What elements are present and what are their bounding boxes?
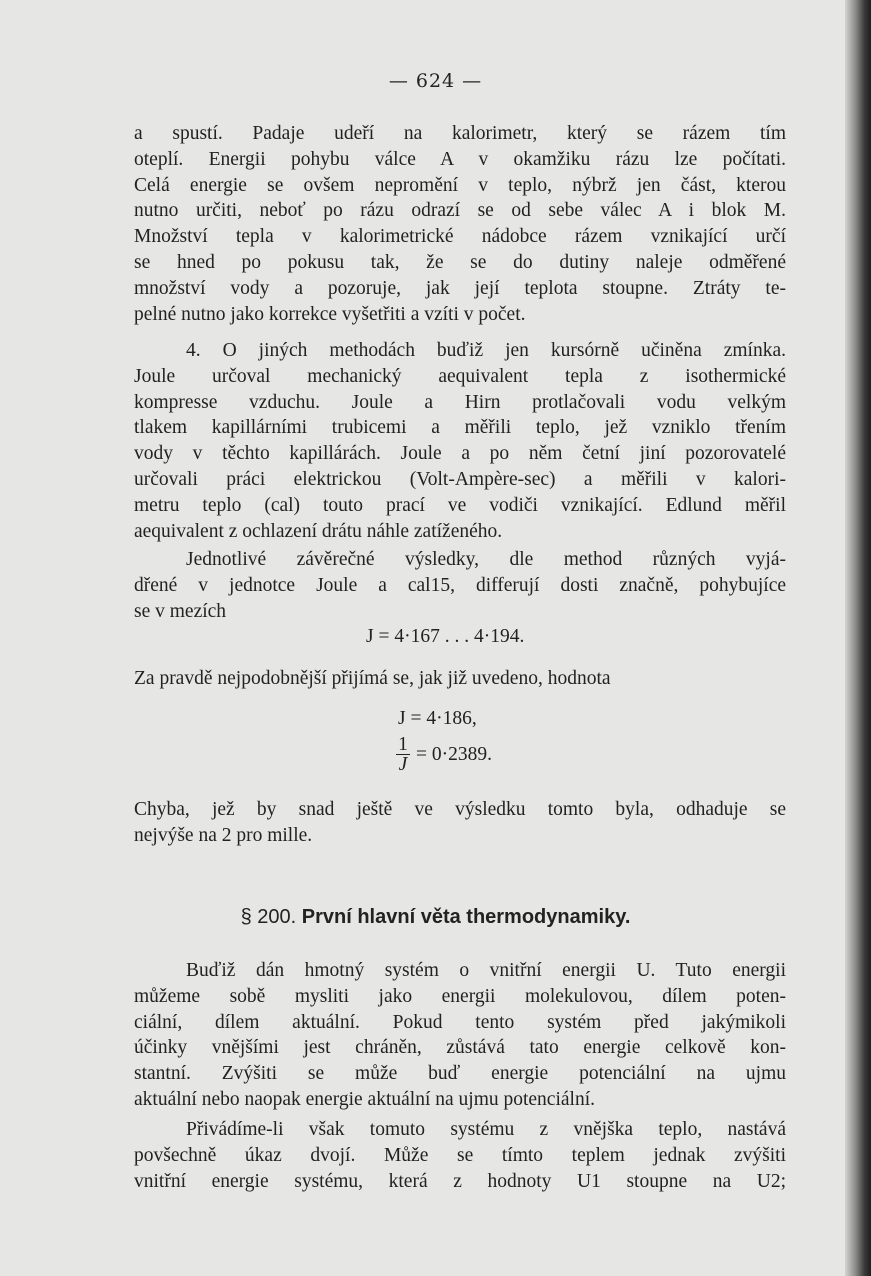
section-number: § 200. (240, 906, 297, 928)
text-line: Přivádíme-li však tomuto systému z vnějška teplo, nastává (186, 1119, 786, 1140)
text-line: určovali práci elektrickou (Volt-Ampère-sec) a měřili v kalori- (134, 468, 786, 490)
text-line: nutno určiti, neboť po rázu odrazí se od sebe válec A i blok M. (134, 200, 786, 222)
text-line: ciální, dílem aktuální. Pokud tento systém před jakýmikoli (134, 1011, 786, 1033)
text-line: pelné nutno jako korrekce vyšetřiti a vzíti v počet. (134, 303, 526, 325)
text-line: aktuální nebo naopak energie aktuální na ujmu potenciální. (134, 1088, 595, 1110)
text-line: Jednotlivé závěrečné výsledky, dle method různých vyjá- (186, 549, 786, 570)
text-line: množství vody a pozoruje, jak její teplota stoupne. Ztráty te- (134, 277, 786, 299)
page-edge-shadow (845, 0, 871, 1276)
text-line: a spustí. Padaje udeří na kalorimetr, který se rázem tím (134, 123, 786, 144)
section-heading (0, 906, 871, 929)
text-line: metru teplo (cal) touto prací ve vodiči vznikající. Edlund měřil (134, 494, 786, 516)
text-line: Za pravdě nejpodobnější přijímá se, jak již uvedeno, hodnota (134, 668, 611, 689)
page-number: — 624 — (388, 70, 483, 92)
text-line: dřené v jednotce Joule a cal15, differují dosti značně, pohybujíce (134, 574, 786, 596)
fraction (396, 736, 410, 775)
text-line: nejvýše na 2 pro mille. (134, 824, 313, 846)
text-line: Buďiž dán hmotný systém o vnitřní energii U. Tuto energii (186, 960, 786, 981)
fraction-denominator: J (398, 754, 408, 775)
text-line: Chyba, jež by snad ještě ve výsledku tomto byla, odhaduje se (134, 799, 786, 820)
text-line: stantní. Zvýšiti se může buď energie potenciální na ujmu (134, 1063, 786, 1085)
text-line: Množství tepla v kalorimetrické nádobce rázem vznikající určí (134, 226, 786, 248)
text-line: aequivalent z ochlazení drátu náhle zatíženého. (134, 520, 503, 542)
paragraph-4 (134, 666, 786, 692)
text-line: vnitřní energie systému, která z hodnoty U1 stoupne na U2; (134, 1170, 786, 1192)
text-line: 4. O jiných methodách buďiž jen kursórně učiněna zmínka. (186, 340, 786, 361)
text-line: účinky vnějšími jest chráněn, zůstává tato energie celkově kon- (134, 1037, 786, 1059)
text-line: můžeme sobě mysliti jako energii molekulovou, dílem poten- (134, 985, 786, 1007)
text-line: se hned po pokusu tak, že se do dutiny naleje odměřené (134, 251, 786, 273)
text-line: kompresse vzduchu. Joule a Hirn protlačovali vodu velkým (134, 391, 786, 413)
text-line: Celá energie se ovšem nepromění v teplo, nýbrž jen část, kterou (134, 174, 786, 196)
text-line: povšechně úkaz dvojí. Může se tímto teplem jednak zvýšiti (134, 1144, 786, 1166)
paragraph-7 (134, 1117, 786, 1194)
text-line: vody v těchto kapillárách. Joule a po něm četní jiní pozorovatelé (134, 443, 786, 465)
section-title: První hlavní věta thermodynamiky. (301, 906, 631, 928)
text-line: se v mezích (134, 600, 227, 622)
paragraph-6 (134, 958, 786, 1113)
formula-j-value: J = 4·186, (398, 708, 477, 729)
text-line: Joule určoval mechanický aequivalent tepla z isothermické (134, 365, 786, 387)
fraction-numerator: 1 (398, 734, 408, 755)
text-line: tlakem kapillárními trubicemi a měřili teplo, jež vzniklo třením (134, 417, 786, 439)
text-line: oteplí. Energii pohybu válce A v okamžiku rázu lze počítati. (134, 148, 786, 170)
paragraph-5 (134, 797, 786, 849)
paragraph-1 (134, 121, 786, 327)
fraction-result: = 0·2389. (416, 743, 492, 765)
paragraph-2 (134, 338, 786, 544)
formula-reciprocal (396, 736, 492, 775)
paragraph-3 (134, 547, 786, 624)
formula-range: J = 4·167 . . . 4·194. (366, 626, 525, 647)
